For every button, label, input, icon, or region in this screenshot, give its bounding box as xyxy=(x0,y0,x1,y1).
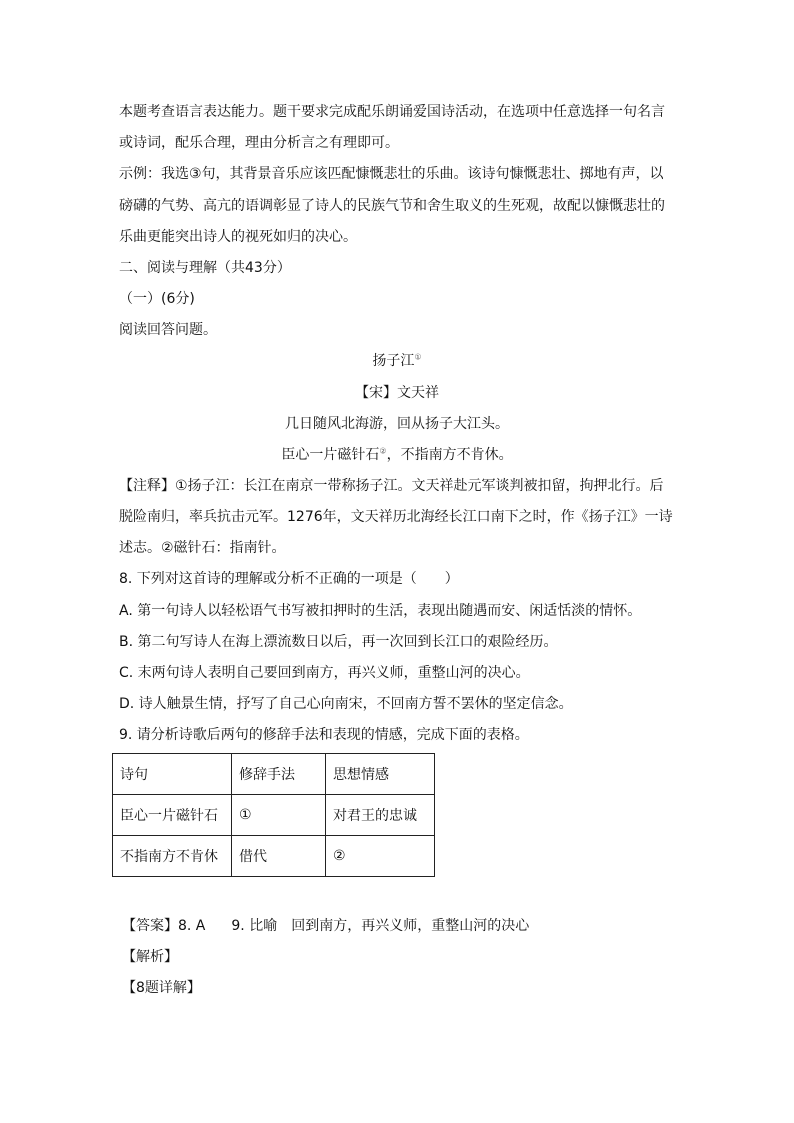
answer-8: 8. A xyxy=(178,918,206,934)
example-line: 磅礴的气势、高亢的语调彰显了诗人的民族气节和舍生取义的生死观，故配以慷慨悲壮的 xyxy=(119,198,665,214)
notes-line: 述志。②磁针石：指南针。 xyxy=(119,540,286,556)
poem-line-part: ，不指南方不肯休。 xyxy=(386,447,513,463)
section-heading: 二、阅读与理解（共43分） xyxy=(119,260,291,276)
notes-line: 【注释】①扬子江：长江在南京一带称扬子江。文天祥赴元军谈判被扣留，拘押北行。后 xyxy=(119,478,664,494)
poem-line: 几日随风北海游，回从扬子大江头。 xyxy=(285,416,509,432)
table-row xyxy=(113,795,435,836)
table-cell: 借代 xyxy=(232,836,326,877)
option-d: D. 诗人触景生情，抒写了自己心向南宋，不回南方誓不罢休的坚定信念。 xyxy=(119,696,573,712)
question-8-stem: 8. 下列对这首诗的理解或分析不正确的一项是（ ） xyxy=(119,571,459,587)
table-row xyxy=(113,836,435,877)
poem-title-text: 扬子江 xyxy=(372,353,415,369)
table-cell: ① xyxy=(232,795,326,836)
intro-line: 或诗词，配乐合理，理由分析言之有理即可。 xyxy=(119,135,399,151)
answer-9-text: 回到南方，再兴义师，重整山河的决心 xyxy=(291,918,530,934)
intro-line: 本题考查语言表达能力。题干要求完成配乐朗诵爱国诗活动，在选项中任意选择一句名言 xyxy=(119,104,665,120)
section-sub-heading: （一）(6分) xyxy=(119,291,195,307)
analysis-label: 【解析】 xyxy=(122,949,178,965)
footnote-marker: ② xyxy=(379,446,387,456)
table-cell: 臣心一片磁针石 xyxy=(113,795,232,836)
answer-9: 9. 比喻 xyxy=(231,918,278,934)
table-cell: 对君王的忠诚 xyxy=(326,795,435,836)
table-header-row xyxy=(113,754,435,795)
table-header-cell: 思想情感 xyxy=(326,754,435,795)
table-header-cell: 修辞手法 xyxy=(232,754,326,795)
poem-line-part: 臣心一片磁针石 xyxy=(281,447,380,463)
reading-instruction: 阅读回答问题。 xyxy=(119,322,217,338)
footnote-marker: ① xyxy=(414,352,422,362)
example-line: 示例：我选③句，其背景音乐应该匹配慷慨悲壮的乐曲。该诗句慷慨悲壮、掷地有声，以 xyxy=(119,166,664,182)
answer-label: 【答案】 xyxy=(122,918,178,934)
option-b: B. 第二句写诗人在海上漂流数日以后，再一次回到长江口的艰险经历。 xyxy=(119,634,558,650)
table-header-cell: 诗句 xyxy=(113,754,232,795)
example-line: 乐曲更能突出诗人的视死如归的决心。 xyxy=(119,229,357,245)
answer-line xyxy=(122,916,529,936)
poem-line xyxy=(0,445,794,465)
table-cell: ② xyxy=(326,836,435,877)
question-9-stem: 9. 请分析诗歌后两句的修辞手法和表现的情感，完成下面的表格。 xyxy=(119,727,529,743)
notes-line: 脱险南归，率兵抗击元军。1276年，文天祥历北海经长江口南下之时，作《扬子江》一诗 xyxy=(119,509,673,525)
rhetoric-table xyxy=(112,753,435,877)
option-c: C. 末两句诗人表明自己要回到南方，再兴义师，重整山河的决心。 xyxy=(119,665,530,681)
detail-label: 【8题详解】 xyxy=(122,980,201,996)
option-a: A. 第一句诗人以轻松语气书写被扣押时的生活，表现出随遇而安、闲适恬淡的情怀。 xyxy=(119,603,642,619)
poem-title xyxy=(0,351,794,371)
poem-author: 【宋】文天祥 xyxy=(355,385,439,401)
table-cell: 不指南方不肯休 xyxy=(113,836,232,877)
